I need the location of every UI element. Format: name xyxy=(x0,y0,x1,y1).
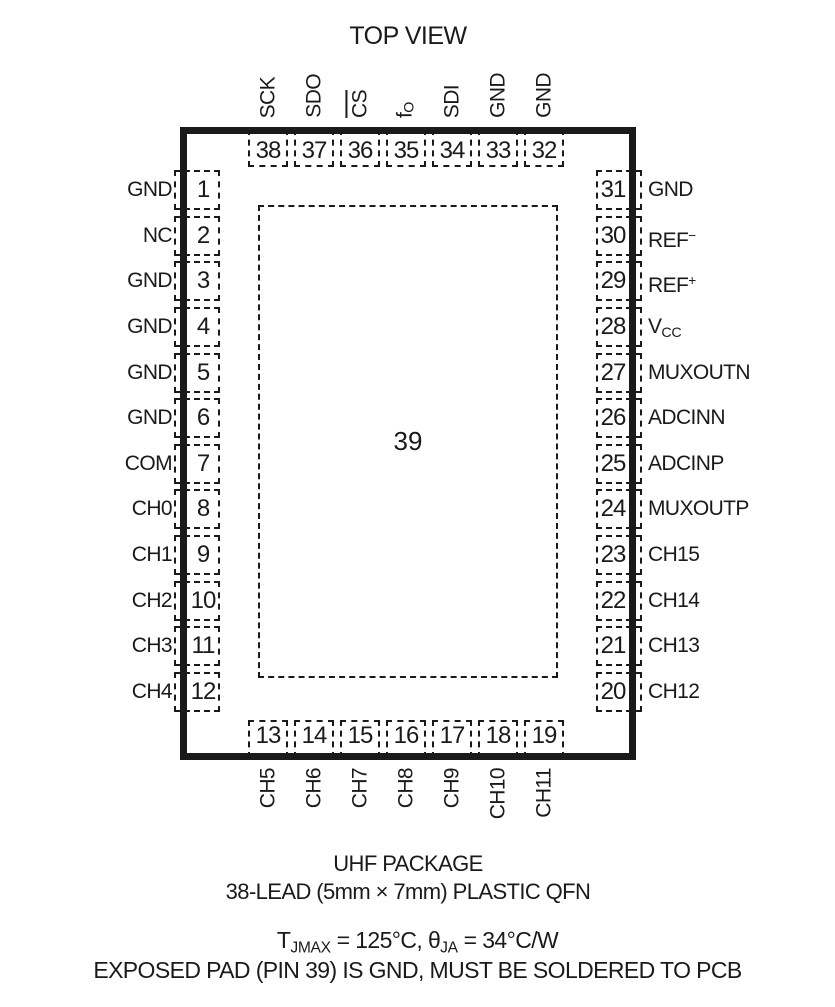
pin-17: 17 xyxy=(432,720,472,758)
pin-29: 29 xyxy=(596,261,642,301)
pin-18-label: CH10 xyxy=(486,768,510,820)
pin-10-label: CH2 xyxy=(131,589,172,612)
pin-36: 36 xyxy=(340,129,380,167)
pin-29-label: REF+ xyxy=(648,273,696,297)
pin-25-label: ADCINP xyxy=(648,452,724,475)
pin-16: 16 xyxy=(386,720,426,758)
pin-8: 8 xyxy=(174,489,220,529)
pin-13: 13 xyxy=(248,720,288,758)
pin-35: 35 xyxy=(386,129,426,167)
pin-34: 34 xyxy=(432,129,472,167)
pin-1-label: GND xyxy=(127,178,172,201)
pin-4: 4 xyxy=(174,307,220,347)
pin-30-label: REF− xyxy=(648,228,696,252)
pin-12-label: CH4 xyxy=(131,680,172,703)
pin-11-label: CH3 xyxy=(131,634,172,657)
thermal-note: $T_{JMAX} = 125^\circ C$, $\theta_{JA} = 34^\circ C/W$ xyxy=(276,927,559,957)
pin-38-label: SCK xyxy=(256,76,280,118)
pin-22: 22 xyxy=(596,581,642,621)
pin-15: 15 xyxy=(340,720,380,758)
pin-8-label: CH0 xyxy=(131,497,172,520)
pin-28: 28 xyxy=(596,307,642,347)
pin-38: 38 xyxy=(248,129,288,167)
top-view-title: TOP VIEW xyxy=(349,22,467,50)
pin-9: 9 xyxy=(174,535,220,575)
pin-19: 19 xyxy=(524,720,564,758)
pin-37: 37 xyxy=(294,129,334,167)
pin-5: 5 xyxy=(174,353,220,393)
pin-14-label: CH6 xyxy=(302,768,326,809)
pin-32-label: GND xyxy=(532,73,556,118)
pin-33: 33 xyxy=(478,129,518,167)
pin-26-label: ADCINN xyxy=(648,406,725,429)
pin-9-label: CH1 xyxy=(131,543,172,566)
pin-24: 24 xyxy=(596,489,642,529)
pin-25: 25 xyxy=(596,444,642,484)
pin-2-label: NC xyxy=(142,224,172,247)
pin-20: 20 xyxy=(596,672,642,712)
pin-6: 6 xyxy=(174,398,220,438)
pin-6-label: GND xyxy=(127,406,172,429)
pin-23-label: CH15 xyxy=(648,543,700,566)
pin-3: 3 xyxy=(174,261,220,301)
pin-12: 12 xyxy=(174,672,220,712)
pin-15-label: CH7 xyxy=(348,768,372,809)
pin-24-label: MUXOUTP xyxy=(648,497,749,520)
pin-21: 21 xyxy=(596,626,642,666)
exposed-pad-number: 39 xyxy=(393,426,423,456)
pin-30: 30 xyxy=(596,216,642,256)
pin-7: 7 xyxy=(174,444,220,484)
pin-13-label: CH5 xyxy=(256,768,280,809)
pin-1: 1 xyxy=(174,170,220,210)
pin-26: 26 xyxy=(596,398,642,438)
pin-20-label: CH12 xyxy=(648,680,700,703)
pin-28-label: $V_{CC}$ xyxy=(648,315,682,341)
pin-35-label: $f_O$ xyxy=(393,101,418,118)
pin-33-label: GND xyxy=(486,73,510,118)
pin-2: 2 xyxy=(174,216,220,256)
exposed-pad-note: EXPOSED PAD (PIN 39) IS GND, MUST BE SOLDERED TO PCB xyxy=(93,957,742,983)
pin-14: 14 xyxy=(294,720,334,758)
pin-23: 23 xyxy=(596,535,642,575)
exposed-pad xyxy=(258,205,558,678)
pin-37-label: SDO xyxy=(302,74,326,118)
pin-22-label: CH14 xyxy=(648,589,700,612)
pin-18: 18 xyxy=(478,720,518,758)
pin-31: 31 xyxy=(596,170,642,210)
pin-21-label: CH13 xyxy=(648,634,700,657)
pin-32: 32 xyxy=(524,129,564,167)
pin-31-label: GND xyxy=(648,178,693,201)
pin-5-label: GND xyxy=(127,361,172,384)
pin-36-label: CS xyxy=(348,90,372,118)
pin-7-label: COM xyxy=(124,452,172,475)
pin-27: 27 xyxy=(596,353,642,393)
pin-34-label: SDI xyxy=(440,84,464,118)
pin-4-label: GND xyxy=(127,315,172,338)
package-name: UHF PACKAGE xyxy=(333,851,483,876)
pin-19-label: CH11 xyxy=(532,768,556,818)
package-description: 38-LEAD (5mm × 7mm) PLASTIC QFN xyxy=(225,879,591,904)
pin-16-label: CH8 xyxy=(394,768,418,809)
pin-3-label: GND xyxy=(127,269,172,292)
pin-11: 11 xyxy=(174,626,220,666)
pin-27-label: MUXOUTN xyxy=(648,361,750,384)
pin-10: 10 xyxy=(174,581,220,621)
pin-17-label: CH9 xyxy=(440,768,464,809)
